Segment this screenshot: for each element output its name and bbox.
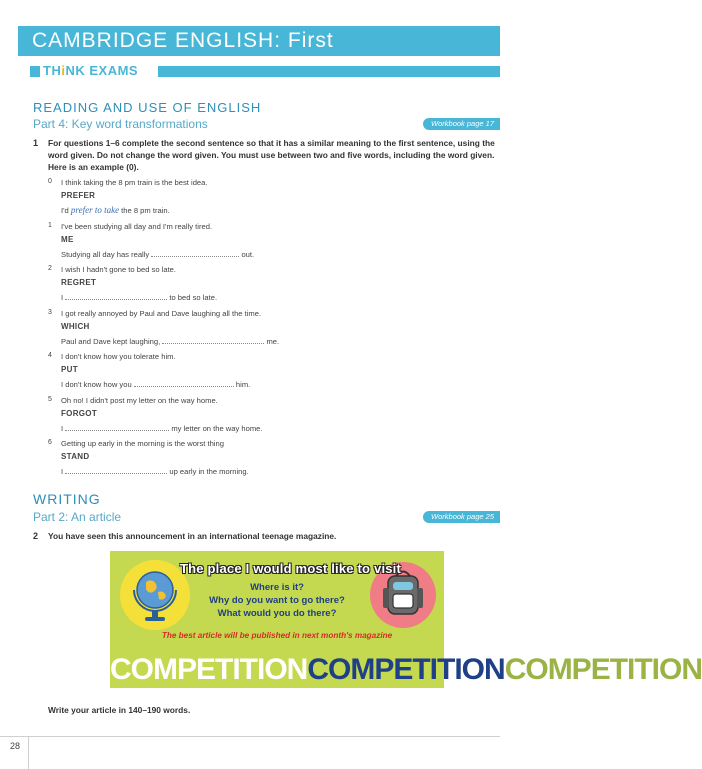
answer-prefix: Studying all day has really [61, 250, 152, 259]
item-answer-line [61, 292, 217, 302]
word-count-instruction: Write your article in 140–190 words. [48, 705, 191, 715]
answer-gap[interactable] [134, 379, 234, 387]
item-keyword: REGRET [61, 278, 97, 287]
transformation-item [48, 396, 468, 438]
reading-part-title: Part 4: Key word transformations [33, 117, 208, 131]
item-keyword: PUT [61, 365, 78, 374]
competition-note: The best article will be published in next month's magazine [161, 631, 393, 640]
item-answer-line [61, 205, 170, 215]
item-sentence: I wish I hadn't gone to bed so late. [61, 265, 177, 274]
item-number: 3 [48, 309, 52, 316]
item-number: 0 [48, 178, 52, 185]
header-title: CAMBRIDGE ENGLISH: First [32, 29, 334, 52]
example-answer: prefer to take [70, 205, 120, 215]
answer-suffix: the 8 pm train. [119, 206, 170, 215]
answer-suffix: out. [239, 250, 255, 259]
header-bar [18, 26, 500, 56]
workbook-tag-reading: Workbook page 17 [423, 118, 500, 130]
item-sentence: I think taking the 8 pm train is the best idea. [61, 178, 208, 187]
transformation-item [48, 352, 468, 394]
item-sentence: Oh no! I didn't post my letter on the way home. [61, 396, 218, 405]
workbook-tag-writing: Workbook page 25 [423, 511, 500, 523]
writing-instruction: You have seen this announcement in an international teenage magazine. [48, 531, 337, 541]
item-answer-line [61, 249, 254, 259]
writing-part-title: Part 2: An article [33, 510, 122, 524]
answer-prefix: I [61, 424, 66, 433]
question-2-number: 2 [33, 531, 39, 541]
item-keyword: STAND [61, 452, 90, 461]
answer-gap[interactable] [65, 466, 167, 474]
item-sentence: I got really annoyed by Paul and Dave laughing all the time. [61, 309, 262, 318]
answer-gap[interactable] [65, 292, 167, 300]
footer-divider [0, 736, 500, 737]
item-sentence: I've been studying all day and I'm really tired. [61, 222, 213, 231]
transformation-item [48, 309, 468, 351]
item-answer-line [61, 423, 263, 433]
answer-suffix: me. [264, 337, 280, 346]
answer-prefix: I don't know how you [61, 380, 134, 389]
competition-announcement [110, 551, 702, 688]
think-exams-bar [18, 64, 500, 80]
reading-instructions: For questions 1–6 complete the second sentence so that it has a similar meaning to the first sentence, using the word given. Do not change the word given. You must use between two and five words, including the word given. Here is an example (0). [48, 138, 495, 172]
item-sentence: I don't know how you tolerate him. [61, 352, 176, 361]
think-exams-label: THiNK EXAMS [43, 63, 139, 78]
item-keyword: WHICH [61, 322, 90, 331]
think-square-icon [30, 66, 40, 77]
competition-question-2: Why do you want to go there? [209, 595, 345, 606]
answer-suffix: him. [233, 380, 251, 389]
transformation-item [48, 222, 468, 264]
answer-gap[interactable] [65, 423, 169, 431]
item-number: 6 [48, 439, 52, 446]
reading-section-title: READING AND USE OF ENGLISH [33, 100, 262, 115]
item-number: 2 [48, 265, 52, 272]
answer-suffix: to bed so late. [167, 293, 218, 302]
answer-prefix: I [61, 293, 66, 302]
answer-gap[interactable] [151, 249, 239, 257]
answer-gap[interactable] [162, 336, 264, 344]
item-number: 1 [48, 222, 52, 229]
competition-question-3: What would you do there? [217, 608, 337, 619]
answer-prefix: I'd [61, 206, 71, 215]
footer-vertical-divider [28, 736, 29, 769]
answer-prefix: Paul and Dave kept laughing, [61, 337, 163, 346]
item-sentence: Getting up early in the morning is the worst thing [61, 439, 224, 448]
item-answer-line [61, 379, 250, 389]
competition-question-1: Where is it? [250, 582, 304, 593]
transformation-item [48, 439, 468, 481]
answer-suffix: my letter on the way home. [169, 424, 263, 433]
think-divider [158, 66, 500, 77]
page-number: 28 [10, 741, 21, 751]
writing-section-title: WRITING [33, 491, 101, 507]
item-number: 5 [48, 396, 52, 403]
item-keyword: ME [61, 235, 74, 244]
item-keyword: PREFER [61, 191, 96, 200]
answer-prefix: I [61, 467, 66, 476]
item-answer-line [61, 336, 279, 346]
item-answer-line [61, 466, 249, 476]
answer-suffix: up early in the morning. [167, 467, 249, 476]
item-keyword: FORGOT [61, 409, 98, 418]
question-1-number: 1 [33, 138, 39, 148]
competition-headline: The place I would most like to visit [180, 561, 402, 576]
transformation-item [48, 265, 468, 307]
transformation-item [48, 178, 468, 220]
competition-banner: COMPETITIONCOMPETITIONCOMPETITION [110, 653, 702, 686]
item-number: 4 [48, 352, 52, 359]
